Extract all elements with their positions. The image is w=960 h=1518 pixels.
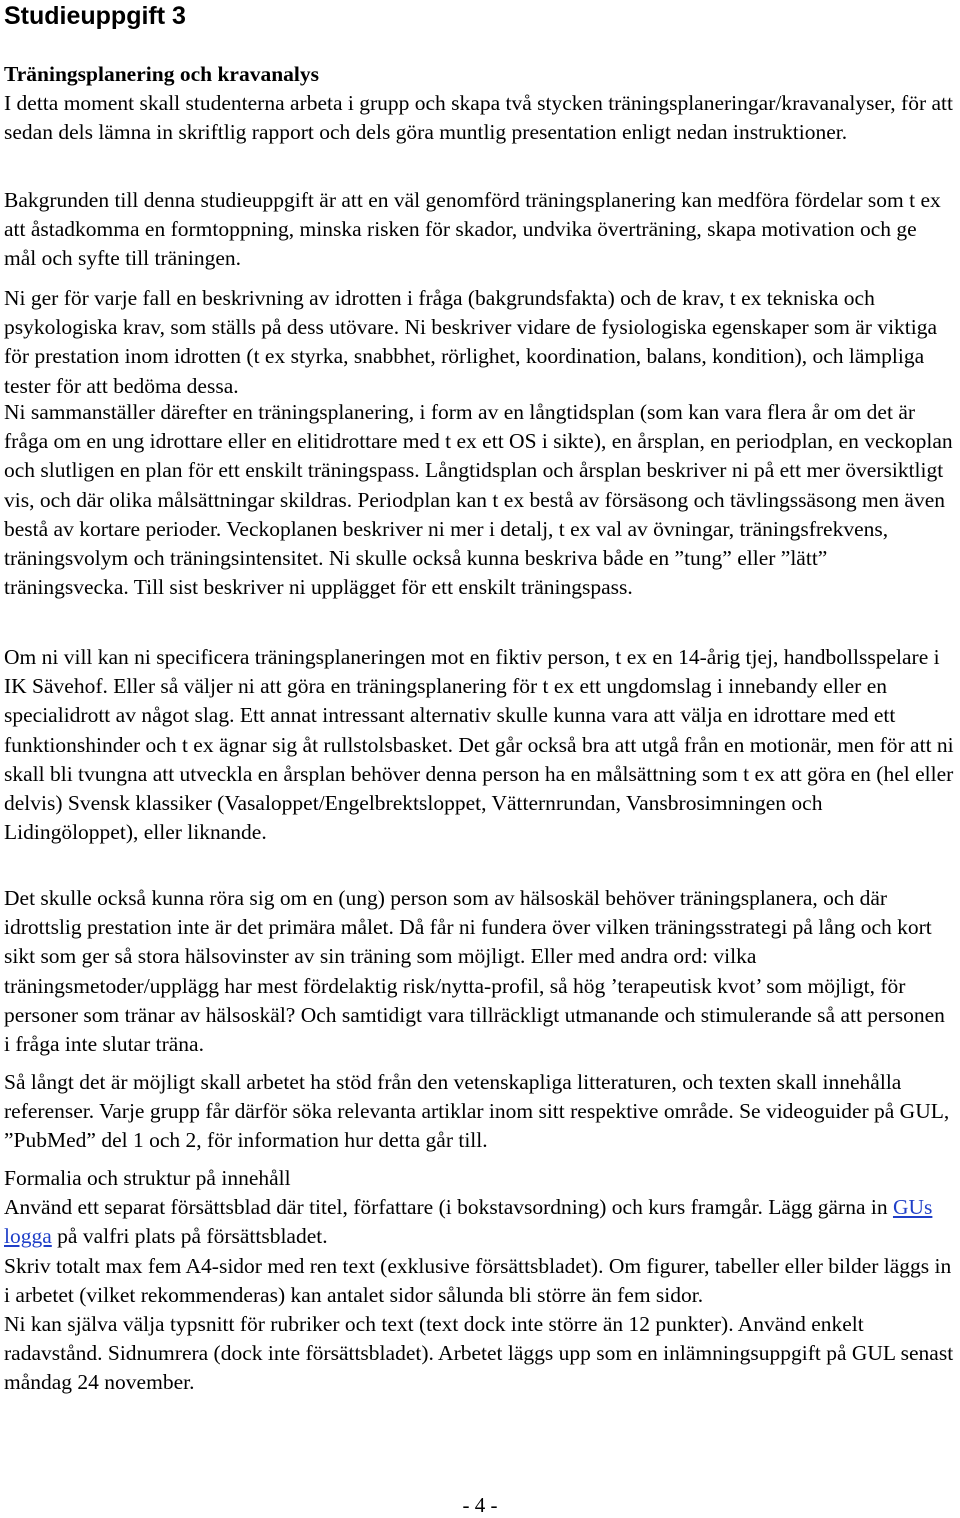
page-title: Studieuppgift 3 xyxy=(4,2,186,30)
background-paragraph: Bakgrunden till denna studieuppgift är att en väl genomförd träningsplanering kan medföra fördelar som t ex att åstadkomma en formtoppning, minska risken för skador, undvika överträning, skapa motivation och ge mål och syfte till träningen. xyxy=(4,188,941,271)
section-subtitle: Träningsplanering och kravanalys xyxy=(4,62,319,86)
requirements-paragraph: Ni ger för varje fall en beskrivning av idrotten i fråga (bakgrundsfakta) och de krav, t ex tekniska och psykologiska krav, som ställs på dess utövare. Ni beskriver vidare de fysiologiska egenskaper som är viktiga för prestation inom idrotten (t ex styrka, snabbhet, rörlighet, koordination, balans, kondition), och lämpliga tester för att bedöma dessa. xyxy=(4,286,938,398)
formalia-section xyxy=(4,1164,954,1398)
formalia-coverpage xyxy=(4,1193,954,1251)
formalia-heading: Formalia och struktur på innehåll xyxy=(4,1166,291,1190)
page-number: - 4 - xyxy=(462,1493,498,1517)
intro-paragraph: I detta moment skall studenterna arbeta i grupp och skapa två stycken träningsplaneringar/kravanalyser, för att sedan dels lämna in skriftlig rapport och dels göra muntlig presentation enligt nedan instruktioner. xyxy=(4,91,953,145)
formalia-format: Ni kan själva välja typsnitt för rubriker och text (text dock inte större än 12 punkter). Använd enkelt radavstånd. Sidnumrera (dock inte försättsbladet). Arbetet läggs upp som en inlämningsuppgift på GUL senast måndag 24 november. xyxy=(4,1312,954,1395)
health-paragraph: Det skulle också kunna röra sig om en (ung) person som av hälsoskäl behöver träningsplanera, och där idrottslig prestation inte är det primära målet. Då får ni fundera över vilken träningsstrategi på lång och kort sikt som ger så stora hälsovinster av sin träning som möjligt. Eller med andra ord: vilka träningsmetoder/upplägg har mest fördelaktig risk/nytta-profil, så hög ’terapeutisk kvot’ som möjligt, för personer som tränar av hälsoskäl? Och samtidigt vara tillräckligt utmanande och stimulerande så att personen i fråga inte slutar träna. xyxy=(4,886,945,1057)
formalia-coverpage-text-end: på valfri plats på försättsbladet. xyxy=(51,1224,328,1249)
example-person-paragraph: Om ni vill kan ni specificera träningsplaneringen mot en fiktiv person, t ex en 14-årig tjej, handbollsspelare i IK Sävehof. Eller så väljer ni att göra en träningsplanering för t ex ett ungdomslag i innebandy eller en specialidrott av något slag. Ett annat intressant alternativ skulle kunna vara att välja en idrottare med ett funktionshinder och t ex ägnar sig åt rullstolsbasket. Det går också bra att utgå från en motionär, men för att ni skall bli tvungna att utveckla en årsplan behöver denna person ha en målsättning som t ex att göra en (hel eller delvis) Svensk klassiker (Vasaloppet/Engelbrektsloppet, Vätternrundan, Vansbrosimningen och Lidingöloppet), eller liknande. xyxy=(4,645,954,845)
formalia-length: Skriv totalt max fem A4-sidor med ren text (exklusive försättsbladet). Om figurer, tabeller eller bilder läggs in i arbetet (vilket rekommenderas) kan antalet sidor sålunda bli större än fem sidor. xyxy=(4,1253,952,1307)
planning-paragraph: Ni sammanställer därefter en träningsplanering, i form av en långtidsplan (som kan vara flera år om det är fråga om en ung idrottare eller en elitidrottare med t ex ett OS i sikte), en årsplan, en periodplan, en veckoplan och slutligen en plan för ett enskilt träningspass. Långtidsplan och årsplan beskriver ni på ett mer översiktligt vis, och där olika målsättningar skildras. Periodplan kan t ex bestå av försäsong och tävlingssäsong men även bestå av kortare perioder. Veckoplanen beskriver ni mer i detalj, t ex val av övningar, träningsfrekvens, träningsvolym och träningsintensitet. Ni skulle också kunna beskriva både en ”tung” eller ”lätt” träningsvecka. Till sist beskriver ni upplägget för ett enskilt träningspass. xyxy=(4,400,953,600)
references-paragraph: Så långt det är möjligt skall arbetet ha stöd från den vetenskapliga litteraturen, och texten skall innehålla referenser. Varje grupp får därför söka relevanta artiklar inom sitt respektive område. Se videoguider på GUL, ”PubMed” del 1 och 2, för information hur detta går till. xyxy=(4,1070,950,1153)
intro-section xyxy=(4,60,954,148)
gu-logo-link[interactable]: GUs logga xyxy=(4,1195,933,1249)
formalia-coverpage-text: Använd ett separat försättsblad där titel, författare (i bokstavsordning) och kurs framgår. Lägg gärna in xyxy=(4,1195,893,1220)
